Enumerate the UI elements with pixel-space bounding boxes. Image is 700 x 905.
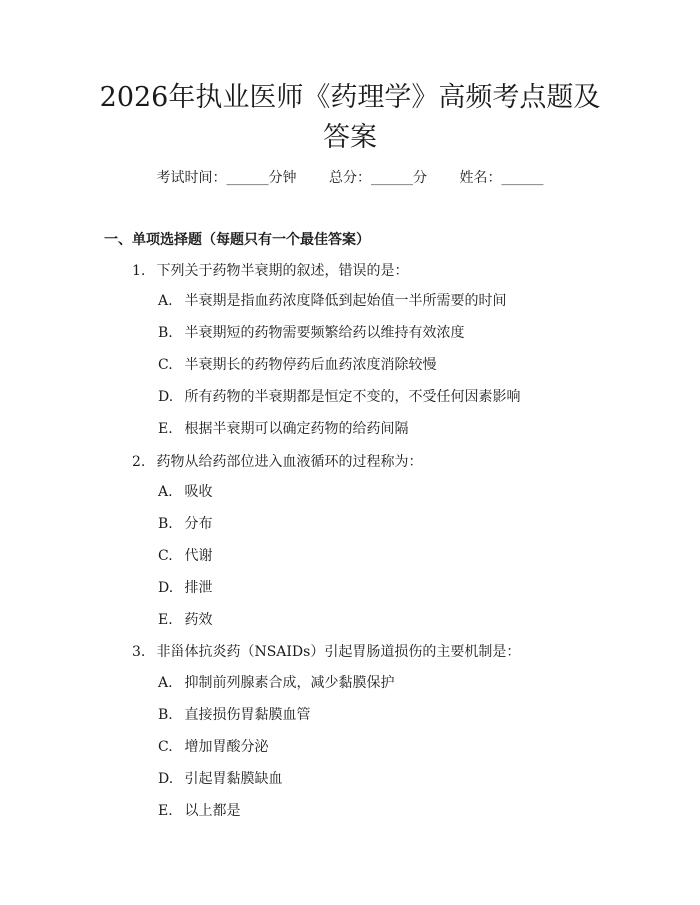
option-letter: E. [158,803,173,819]
section-heading: 一、单项选择题（每题只有一个最佳答案） [104,232,370,248]
question-3-option-b [158,705,310,725]
option-letter: A. [158,293,173,309]
option-text: 半衰期短的药物需要频繁给药以维持有效浓度 [184,325,465,341]
question-1-option-e [158,419,408,439]
option-text: 半衰期是指血药浓度降低到起始值一半所需要的时间 [184,293,507,309]
question-3-option-d [158,769,282,789]
question-1-option-c [158,355,436,375]
question-1 [132,261,408,281]
question-text: 非甾体抗炎药（NSAIDs）引起胃肠道损伤的主要机制是： [156,644,521,660]
document-title: 2026年执业医师《药理学》高频考点题及答案 [99,82,601,153]
question-2-option-e [158,610,212,630]
total-score-field: 总分：______分 [329,170,427,186]
option-text: 半衰期长的药物停药后血药浓度消除较慢 [184,357,437,373]
option-text: 直接损伤胃黏膜血管 [184,707,311,723]
question-1-option-a [158,291,506,311]
question-number: 1. [132,263,146,279]
option-text: 增加胃酸分泌 [184,739,269,755]
option-letter: D. [158,389,174,405]
question-2-option-a [158,482,212,502]
question-3-option-a [158,673,394,693]
option-text: 抑制前列腺素合成，减少黏膜保护 [184,675,395,691]
option-text: 引起胃黏膜缺血 [184,771,283,787]
option-letter: B. [158,516,173,532]
option-letter: A. [158,484,173,500]
student-name-field: 姓名：______ [459,170,544,186]
option-letter: C. [158,739,173,755]
question-3-option-e [158,801,240,821]
option-text: 所有药物的半衰期都是恒定不变的，不受任何因素影响 [184,389,521,405]
question-2-option-c [158,546,212,566]
option-letter: B. [158,325,173,341]
question-text: 药物从给药部位进入血液循环的过程称为： [156,454,423,470]
question-1-option-d [158,387,520,407]
option-letter: B. [158,707,173,723]
question-1-option-b [158,323,464,343]
question-3-option-c [158,737,268,757]
exam-time-field: 考试时间：______分钟 [156,170,297,186]
question-number: 2. [132,454,146,470]
option-text: 分布 [184,516,213,532]
option-text: 排泄 [184,580,213,596]
question-number: 3. [132,644,146,660]
option-letter: C. [158,357,173,373]
question-text: 下列关于药物半衰期的叙述，错误的是： [156,263,409,279]
option-letter: E. [158,612,173,628]
option-text: 药效 [184,612,213,628]
question-2-option-d [158,578,212,598]
option-letter: E. [158,421,173,437]
option-letter: D. [158,771,174,787]
option-text: 代谢 [184,548,213,564]
option-text: 吸收 [184,484,213,500]
question-3 [132,642,520,662]
option-text: 以上都是 [184,803,241,819]
option-letter: C. [158,548,173,564]
option-letter: A. [158,675,173,691]
exam-info-line [0,168,700,188]
option-text: 根据半衰期可以确定药物的给药间隔 [184,421,409,437]
question-2-option-b [158,514,212,534]
question-2 [132,452,422,472]
option-letter: D. [158,580,174,596]
